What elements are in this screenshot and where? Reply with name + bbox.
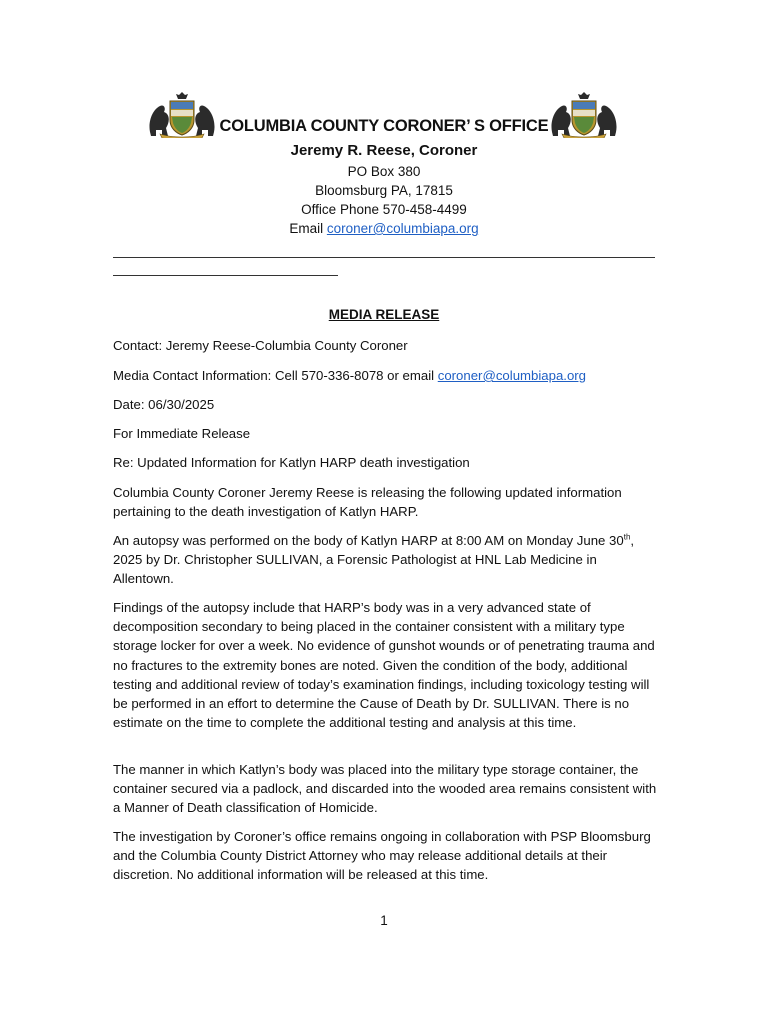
email-line bbox=[100, 221, 668, 236]
autopsy-text-end: , 2025 by Dr. Christopher SULLIVAN, a Forensic Pathologist at HNL Lab Medicine in Allentown. bbox=[113, 533, 635, 587]
office-title: COLUMBIA COUNTY CORONER’ S OFFICE bbox=[219, 117, 549, 135]
email-label: Email bbox=[289, 221, 327, 236]
date-line: Date: 06/30/2025 bbox=[113, 397, 215, 412]
contact-line: Contact: Jeremy Reese-Columbia County Coroner bbox=[113, 338, 408, 353]
media-contact-email-link[interactable]: coroner@columbiapa.org bbox=[437, 368, 587, 383]
autopsy-paragraph bbox=[113, 531, 658, 589]
media-release-heading: MEDIA RELEASE bbox=[328, 307, 440, 322]
separator-line-short bbox=[113, 275, 338, 276]
media-contact-text: Media Contact Information: Cell 570-336-8078 or email bbox=[113, 368, 438, 383]
page-number: 1 bbox=[380, 913, 388, 928]
findings-paragraph: Findings of the autopsy include that HARP’s body was in a very advanced state of decomposition secondary to being placed in the container consistent with a military type storage locker for over a week. No evidence of gunshot wounds or of penetrating trauma and no fractures to the extremity bones are noted. Given the condition of the body, additional testing and additional review of today’s examination findings, including toxicology testing will be performed in an effort to determine the Cause of Death by Dr. SULLIVAN. There is no estimate on the time to complete the additional testing and analysis at this time. bbox=[113, 600, 655, 731]
city-line: Bloomsburg PA, 17815 bbox=[315, 183, 453, 198]
media-contact-line bbox=[113, 366, 658, 385]
office-phone: Office Phone 570-458-4499 bbox=[301, 202, 467, 217]
ordinal-suffix: th bbox=[623, 532, 631, 542]
autopsy-text-start: An autopsy was performed on the body of Katlyn HARP at 8:00 AM on Monday June 30 bbox=[113, 533, 624, 548]
subject-line: Re: Updated Information for Katlyn HARP death investigation bbox=[113, 455, 470, 470]
manner-paragraph: The manner in which Katlyn’s body was placed into the military type storage container, the container secured via a padlock, and discarded into the wooded area remains consistent with a Manner of Death classification of Homicide. bbox=[113, 762, 657, 816]
header-email-link[interactable]: coroner@columbiapa.org bbox=[326, 221, 479, 236]
investigation-paragraph: The investigation by Coroner’s office remains ongoing in collaboration with PSP Bloomsburg and the Columbia County District Attorney who may release additional details at their discretion. No additional information will be released at this time. bbox=[113, 829, 651, 883]
separator-line bbox=[113, 257, 655, 258]
po-box: PO Box 380 bbox=[347, 164, 421, 179]
intro-paragraph: Columbia County Coroner Jeremy Reese is releasing the following updated information pertaining to the death investigation of Katlyn HARP. bbox=[113, 485, 622, 520]
coroner-name: Jeremy R. Reese, Coroner bbox=[290, 142, 478, 159]
immediate-release-line: For Immediate Release bbox=[113, 426, 251, 441]
